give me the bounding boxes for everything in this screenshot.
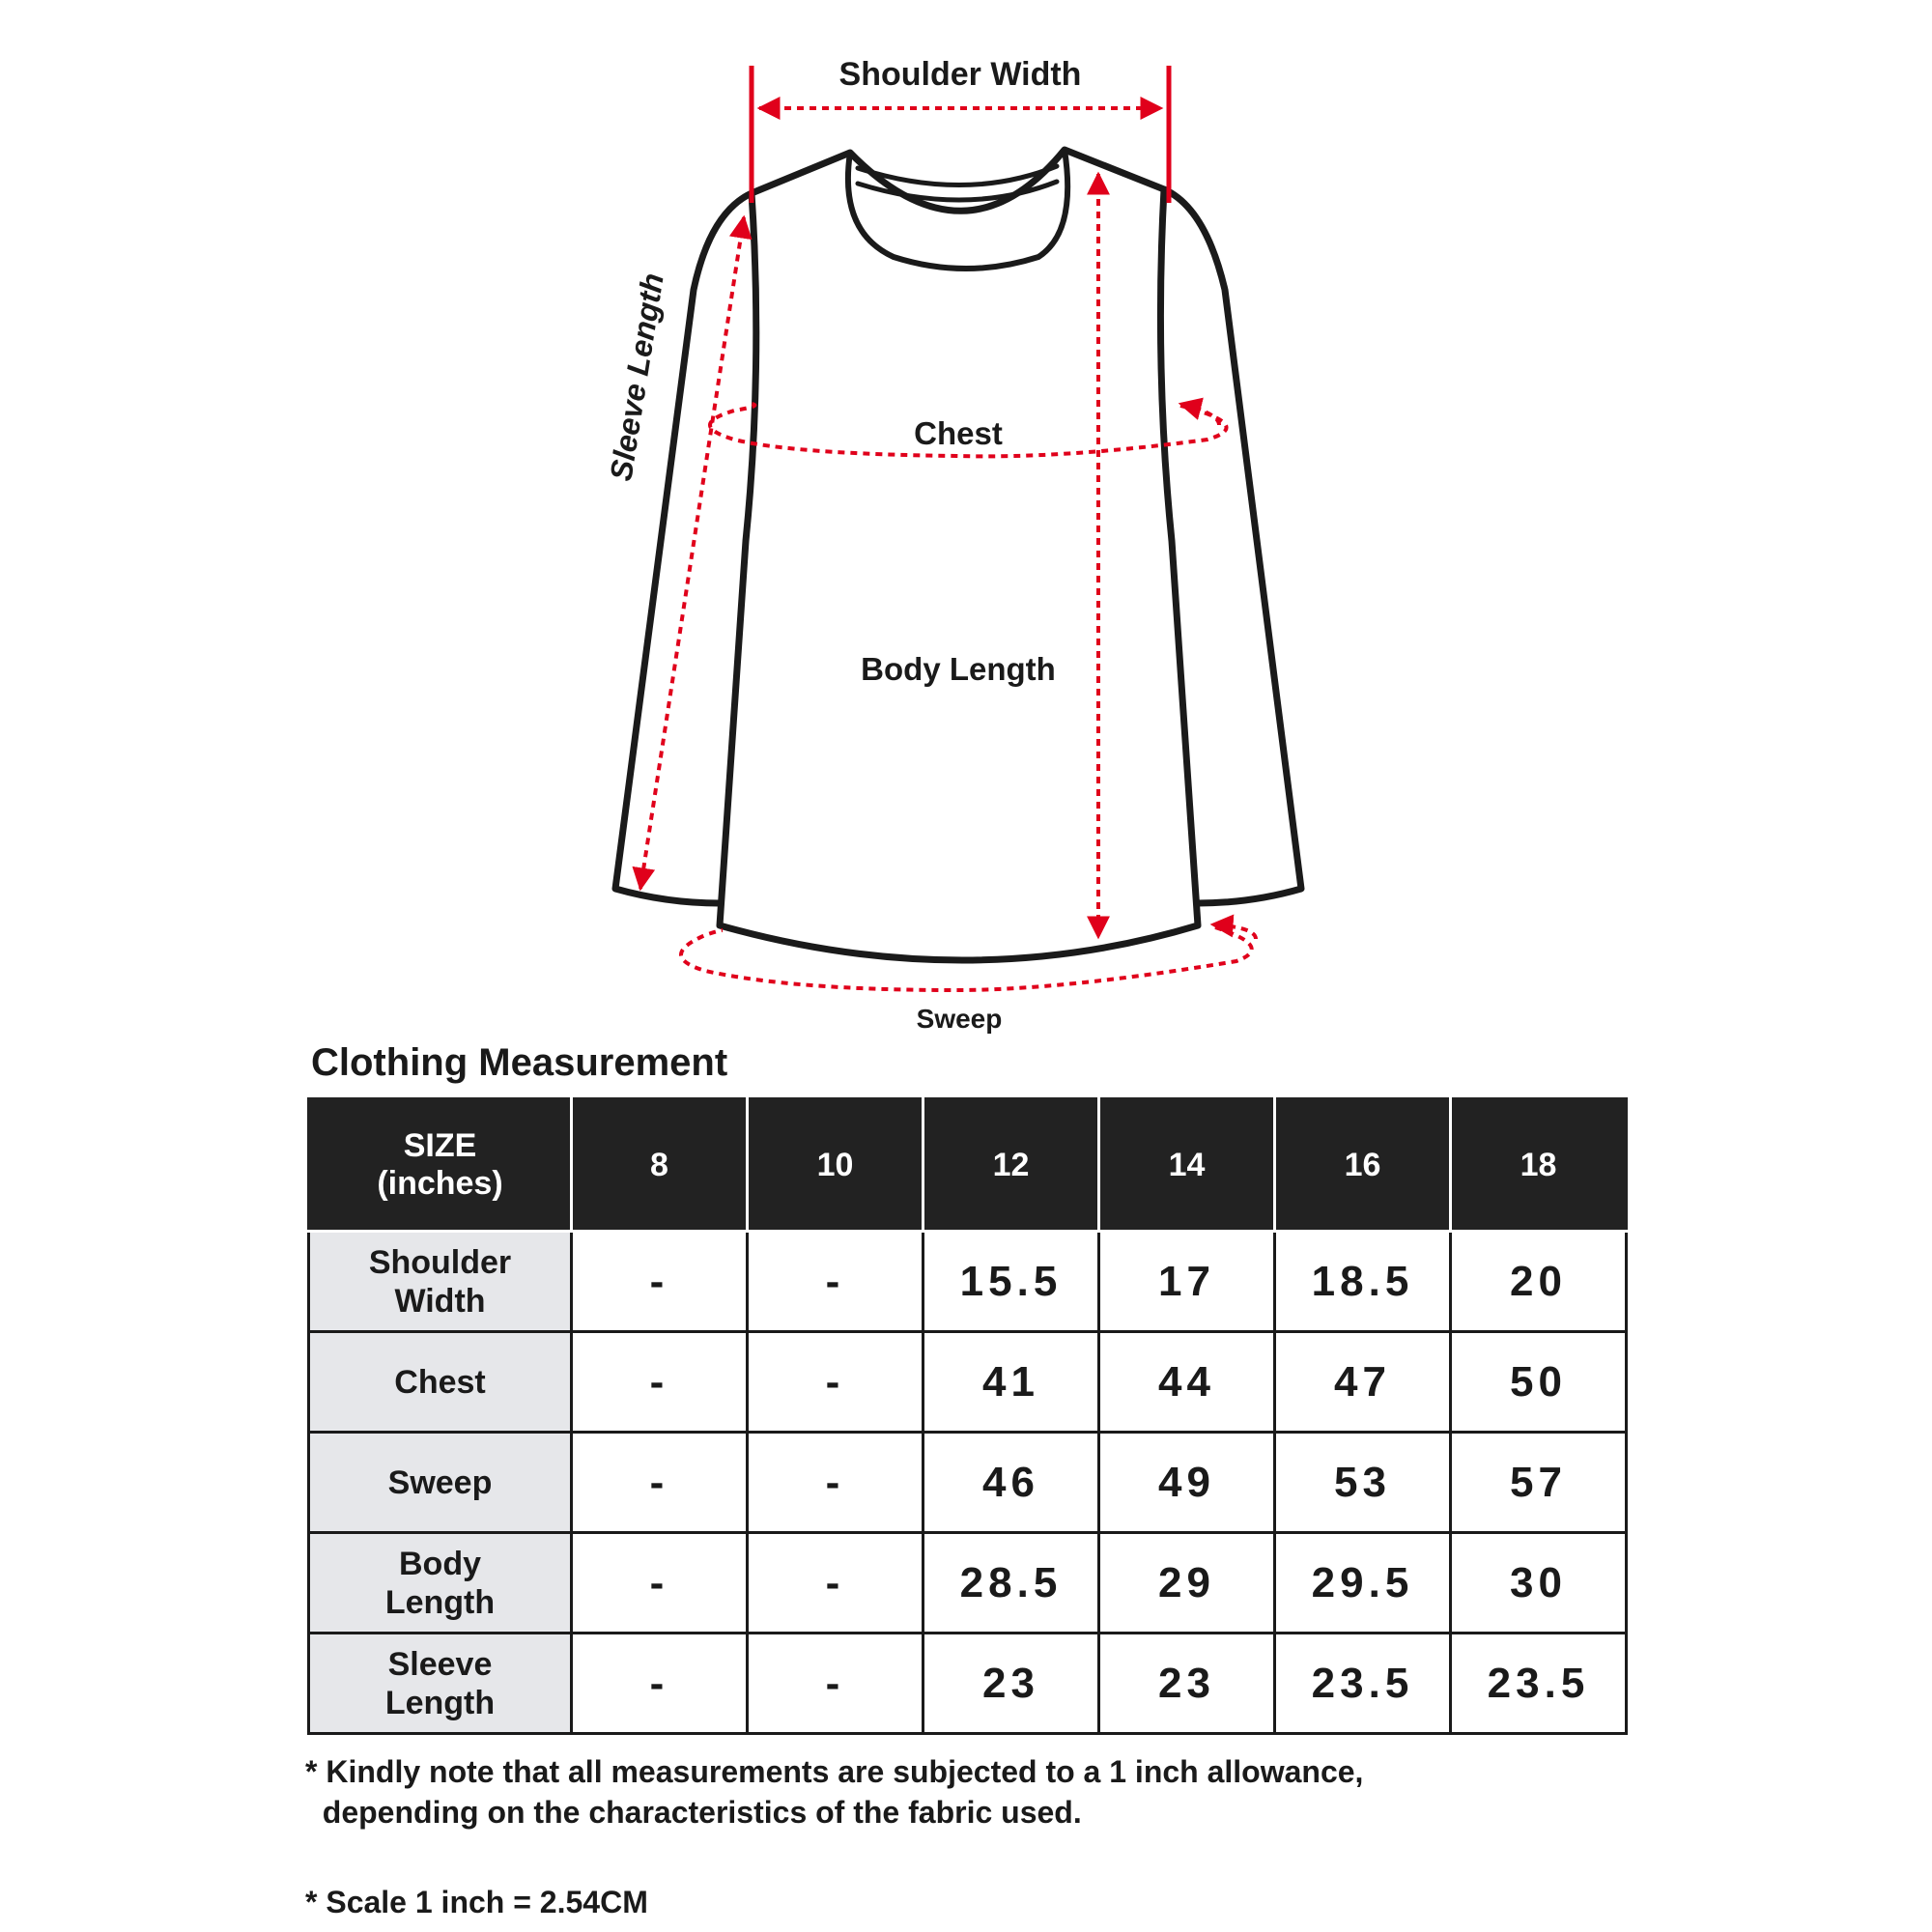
sweep-label: Sweep: [916, 1004, 1003, 1034]
section-title: Clothing Measurement: [311, 1041, 728, 1084]
shoulder-width-label: Shoulder Width: [838, 56, 1082, 93]
table-cell: 20: [1451, 1232, 1627, 1332]
table-cell: -: [748, 1232, 923, 1332]
table-cell: 41: [923, 1332, 1099, 1433]
chest-label: Chest: [914, 415, 1003, 451]
table-cell: 49: [1099, 1433, 1275, 1533]
scale-note: * Scale 1 inch = 2.54CM: [305, 1885, 648, 1919]
body-length-label: Body Length: [861, 651, 1056, 687]
table-cell: 30: [1451, 1533, 1627, 1634]
table-row: [309, 1634, 1627, 1734]
size-column-header: 16: [1275, 1099, 1451, 1232]
size-header-cell: SIZE (inches): [309, 1099, 572, 1232]
size-column-header: 12: [923, 1099, 1099, 1232]
size-column-header: 10: [748, 1099, 923, 1232]
row-label: Sleeve Length: [309, 1634, 572, 1734]
sweatshirt-outline: [615, 150, 1301, 960]
table-cell: -: [572, 1634, 748, 1734]
table-row: [309, 1332, 1627, 1433]
table-cell: -: [748, 1332, 923, 1433]
size-column-header: 14: [1099, 1099, 1275, 1232]
table-row: [309, 1533, 1627, 1634]
table-cell: 29.5: [1275, 1533, 1451, 1634]
table-cell: -: [572, 1533, 748, 1634]
table-cell: 44: [1099, 1332, 1275, 1433]
table-cell: 23.5: [1451, 1634, 1627, 1734]
table-row: [309, 1433, 1627, 1533]
table-cell: -: [572, 1332, 748, 1433]
table-cell: -: [748, 1433, 923, 1533]
size-chart-table: [307, 1097, 1628, 1735]
table-cell: 18.5: [1275, 1232, 1451, 1332]
size-column-header: 18: [1451, 1099, 1627, 1232]
table-cell: 23: [1099, 1634, 1275, 1734]
table-cell: -: [572, 1232, 748, 1332]
table-cell: 57: [1451, 1433, 1627, 1533]
table-row: [309, 1232, 1627, 1332]
table-cell: 29: [1099, 1533, 1275, 1634]
table-cell: 46: [923, 1433, 1099, 1533]
allowance-note: * Kindly note that all measurements are subjected to a 1 inch allowance, depending on the characteristics of the fabric used.: [305, 1754, 1364, 1830]
table-cell: 47: [1275, 1332, 1451, 1433]
table-cell: 50: [1451, 1332, 1627, 1433]
table-cell: 28.5: [923, 1533, 1099, 1634]
size-column-header: 8: [572, 1099, 748, 1232]
row-label: Body Length: [309, 1533, 572, 1634]
sleeve-length-label: Sleeve Length: [603, 270, 670, 484]
table-cell: 53: [1275, 1433, 1451, 1533]
table-header-row: [309, 1099, 1627, 1232]
table-cell: 23.5: [1275, 1634, 1451, 1734]
table-cell: -: [748, 1533, 923, 1634]
table-cell: -: [572, 1433, 748, 1533]
table-cell: -: [748, 1634, 923, 1734]
row-label: Chest: [309, 1332, 572, 1433]
row-label: Sweep: [309, 1433, 572, 1533]
row-label: Shoulder Width: [309, 1232, 572, 1332]
table-cell: 23: [923, 1634, 1099, 1734]
table-cell: 15.5: [923, 1232, 1099, 1332]
table-cell: 17: [1099, 1232, 1275, 1332]
